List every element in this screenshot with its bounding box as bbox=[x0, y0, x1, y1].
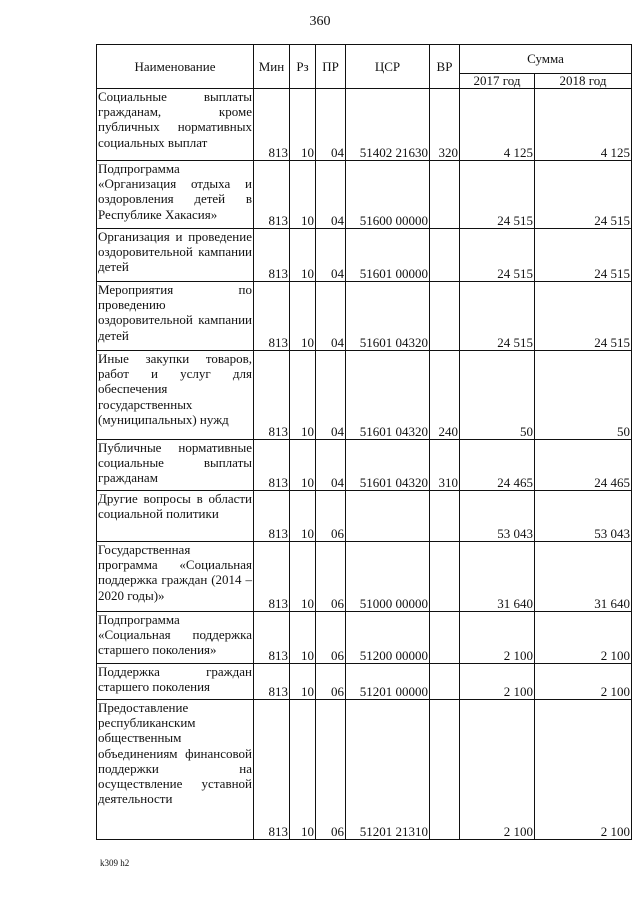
row-name: Иные закупки товаров, работ и услуг для обеспечения государственных (муниципальных) нужд bbox=[97, 351, 254, 440]
row-min: 813 bbox=[254, 440, 290, 491]
table-row bbox=[97, 440, 632, 491]
row-rz: 10 bbox=[290, 440, 316, 491]
row-rz: 10 bbox=[290, 664, 316, 700]
row-pr: 06 bbox=[316, 700, 346, 840]
row-name: Поддержка граждан старшего поколения bbox=[97, 664, 254, 700]
row-sum-2018: 24 515 bbox=[535, 229, 632, 282]
row-csr: 51201 00000 bbox=[346, 664, 430, 700]
row-vr bbox=[430, 700, 460, 840]
row-sum-2017: 24 515 bbox=[460, 229, 535, 282]
row-rz: 10 bbox=[290, 282, 316, 351]
table-row bbox=[97, 282, 632, 351]
row-name: Подпрограмма «Организация отдыха и оздоровления детей в Республике Хакасия» bbox=[97, 161, 254, 229]
row-name: Социальные выплаты гражданам, кроме публичных нормативных социальных выплат bbox=[97, 89, 254, 161]
header-csr: ЦСР bbox=[346, 45, 430, 89]
row-min: 813 bbox=[254, 542, 290, 612]
row-sum-2018: 4 125 bbox=[535, 89, 632, 161]
row-sum-2018: 2 100 bbox=[535, 700, 632, 840]
row-sum-2017: 53 043 bbox=[460, 491, 535, 542]
row-sum-2018: 2 100 bbox=[535, 612, 632, 664]
table-row bbox=[97, 612, 632, 664]
row-sum-2017: 4 125 bbox=[460, 89, 535, 161]
row-vr bbox=[430, 542, 460, 612]
row-rz: 10 bbox=[290, 542, 316, 612]
row-name: Другие вопросы в области социальной политики bbox=[97, 491, 254, 542]
row-pr: 06 bbox=[316, 542, 346, 612]
row-name: Государственная программа «Социальная поддержка граждан (2014 – 2020 годы)» bbox=[97, 542, 254, 612]
row-min: 813 bbox=[254, 491, 290, 542]
row-rz: 10 bbox=[290, 351, 316, 440]
row-pr: 06 bbox=[316, 491, 346, 542]
row-sum-2017: 2 100 bbox=[460, 700, 535, 840]
row-pr: 04 bbox=[316, 282, 346, 351]
row-vr bbox=[430, 491, 460, 542]
row-pr: 04 bbox=[316, 229, 346, 282]
row-rz: 10 bbox=[290, 229, 316, 282]
row-name: Мероприятия по проведению оздоровительной кампании детей bbox=[97, 282, 254, 351]
row-name: Публичные нормативные социальные выплаты гражданам bbox=[97, 440, 254, 491]
row-csr: 51601 00000 bbox=[346, 229, 430, 282]
header-rz: Рз bbox=[290, 45, 316, 89]
row-pr: 04 bbox=[316, 440, 346, 491]
row-sum-2017: 24 515 bbox=[460, 282, 535, 351]
row-csr: 51000 00000 bbox=[346, 542, 430, 612]
row-pr: 04 bbox=[316, 89, 346, 161]
header-year-2017: 2017 год bbox=[460, 74, 535, 89]
table-row bbox=[97, 542, 632, 612]
table-row bbox=[97, 700, 632, 840]
header-vr: ВР bbox=[430, 45, 460, 89]
row-csr: 51601 04320 bbox=[346, 440, 430, 491]
row-csr: 51402 21630 bbox=[346, 89, 430, 161]
row-csr: 51201 21310 bbox=[346, 700, 430, 840]
row-pr: 04 bbox=[316, 351, 346, 440]
row-rz: 10 bbox=[290, 89, 316, 161]
row-sum-2017: 2 100 bbox=[460, 612, 535, 664]
row-name: Организация и проведение оздоровительной кампании детей bbox=[97, 229, 254, 282]
table-row bbox=[97, 351, 632, 440]
row-vr: 310 bbox=[430, 440, 460, 491]
row-min: 813 bbox=[254, 282, 290, 351]
row-vr: 240 bbox=[430, 351, 460, 440]
row-min: 813 bbox=[254, 664, 290, 700]
row-sum-2018: 50 bbox=[535, 351, 632, 440]
row-rz: 10 bbox=[290, 161, 316, 229]
row-vr bbox=[430, 161, 460, 229]
row-sum-2017: 24 515 bbox=[460, 161, 535, 229]
row-min: 813 bbox=[254, 351, 290, 440]
row-sum-2018: 24 515 bbox=[535, 282, 632, 351]
row-rz: 10 bbox=[290, 700, 316, 840]
row-sum-2018: 2 100 bbox=[535, 664, 632, 700]
table-row bbox=[97, 491, 632, 542]
header-name: Наименование bbox=[97, 45, 254, 89]
row-sum-2018: 31 640 bbox=[535, 542, 632, 612]
row-vr: 320 bbox=[430, 89, 460, 161]
footer-code: k309 h2 bbox=[100, 858, 130, 868]
row-vr bbox=[430, 664, 460, 700]
row-sum-2017: 2 100 bbox=[460, 664, 535, 700]
row-csr: 51200 00000 bbox=[346, 612, 430, 664]
row-sum-2018: 24 465 bbox=[535, 440, 632, 491]
row-name: Предоставление республиканским общественным объединениям финансовой поддержки на осуществление уставной деятельности bbox=[97, 700, 254, 840]
row-min: 813 bbox=[254, 161, 290, 229]
row-vr bbox=[430, 282, 460, 351]
row-min: 813 bbox=[254, 612, 290, 664]
table-body bbox=[97, 89, 632, 840]
row-sum-2017: 24 465 bbox=[460, 440, 535, 491]
header-year-2018: 2018 год bbox=[535, 74, 632, 89]
header-min: Мин bbox=[254, 45, 290, 89]
row-csr: 51601 04320 bbox=[346, 351, 430, 440]
row-name: Подпрограмма «Социальная поддержка старшего поколения» bbox=[97, 612, 254, 664]
header-pr: ПР bbox=[316, 45, 346, 89]
row-sum-2017: 31 640 bbox=[460, 542, 535, 612]
row-rz: 10 bbox=[290, 491, 316, 542]
table-row bbox=[97, 229, 632, 282]
row-rz: 10 bbox=[290, 612, 316, 664]
row-csr: 51601 04320 bbox=[346, 282, 430, 351]
page-number: 360 bbox=[309, 14, 331, 29]
row-vr bbox=[430, 229, 460, 282]
table-row bbox=[97, 89, 632, 161]
row-pr: 04 bbox=[316, 161, 346, 229]
row-sum-2017: 50 bbox=[460, 351, 535, 440]
row-min: 813 bbox=[254, 89, 290, 161]
row-pr: 06 bbox=[316, 612, 346, 664]
header-sum: Сумма bbox=[460, 45, 632, 74]
row-min: 813 bbox=[254, 229, 290, 282]
row-pr: 06 bbox=[316, 664, 346, 700]
table-row bbox=[97, 664, 632, 700]
row-sum-2018: 53 043 bbox=[535, 491, 632, 542]
table-row bbox=[97, 161, 632, 229]
row-sum-2018: 24 515 bbox=[535, 161, 632, 229]
row-csr bbox=[346, 491, 430, 542]
row-csr: 51600 00000 bbox=[346, 161, 430, 229]
row-vr bbox=[430, 612, 460, 664]
row-min: 813 bbox=[254, 700, 290, 840]
budget-table bbox=[96, 44, 632, 840]
